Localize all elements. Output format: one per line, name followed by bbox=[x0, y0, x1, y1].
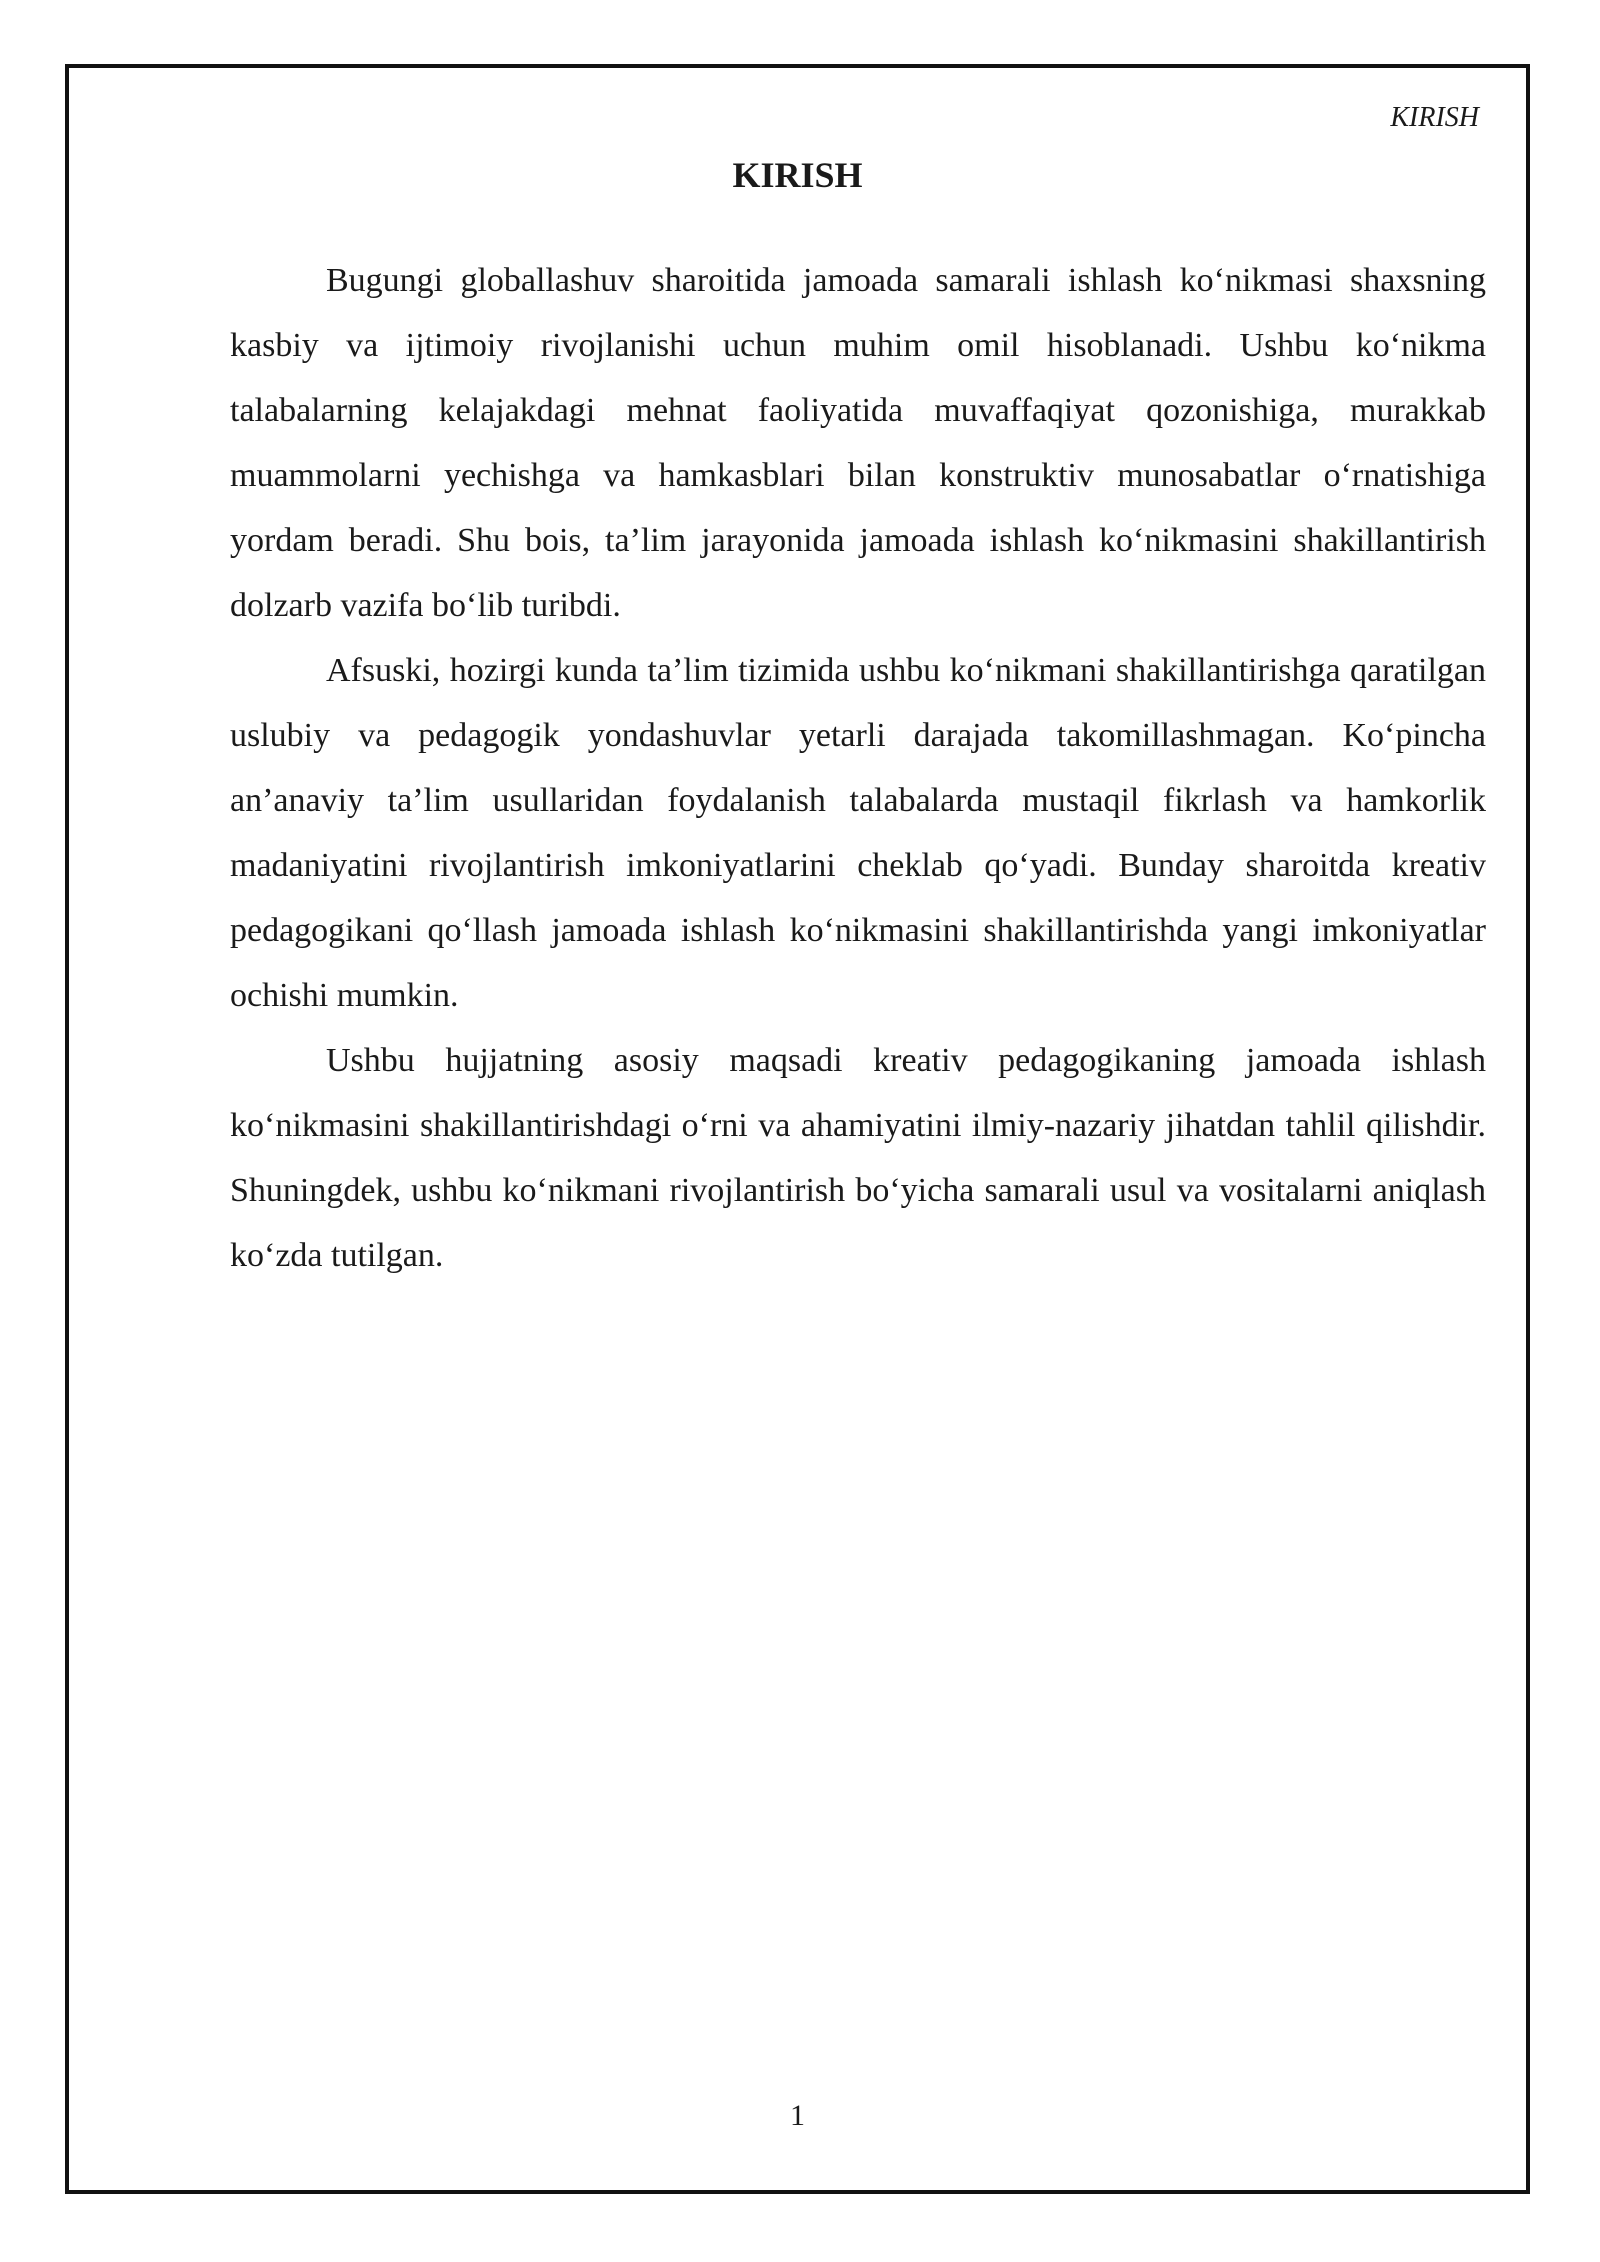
page-frame bbox=[65, 64, 1530, 2194]
paragraph-1: Bugungi globallashuv sharoitida jamoada samarali ishlash ko‘nikmasi shaxsning kasbiy va ijtimoiy rivojlanishi uchun muhim omil hisoblanadi. Ushbu ko‘nikma talabalarning kelajakdagi mehnat faoliyatida muvaffaqiyat qozonishiga, murakkab muammolarni yechishga va hamkasblari bilan konstruktiv munosabatlar o‘rnatishiga yordam beradi. Shu bois, ta’lim jarayonida jamoada ishlash ko‘nikmasini shakillantirish dolzarb vazifa bo‘lib turibdi. bbox=[230, 262, 1486, 624]
paragraph-3: Ushbu hujjatning asosiy maqsadi kreativ pedagogikaning jamoada ishlash ko‘nikmasini shakillantirishdagi o‘rni va ahamiyatini ilmiy-nazariy jihatdan tahlil qilishdir. Shuningdek, ushbu ko‘nikmani rivojlantirish bo‘yicha samarali usul va vositalarni aniqlash ko‘zda tutilgan. bbox=[230, 1042, 1486, 1274]
page-number: 1 bbox=[790, 2099, 805, 2132]
running-header: KIRISH bbox=[1390, 102, 1479, 133]
document-title: KIRISH bbox=[732, 155, 863, 195]
paragraph-2: Afsuski, hozirgi kunda ta’lim tizimida ushbu ko‘nikmani shakillantirishga qaratilgan uslubiy va pedagogik yondashuvlar yetarli darajada takomillashmagan. Ko‘pincha an’anaviy ta’lim usullaridan foydalanish talabalarda mustaqil fikrlash va hamkorlik madaniyatini rivojlantirish imkoniyatlarini cheklab qo‘yadi. Bunday sharoitda kreativ pedagogikani qo‘llash jamoada ishlash ko‘nikmasini shakillantirishda yangi imkoniyatlar ochishi mumkin. bbox=[230, 652, 1486, 1014]
body-text bbox=[230, 248, 1486, 1288]
